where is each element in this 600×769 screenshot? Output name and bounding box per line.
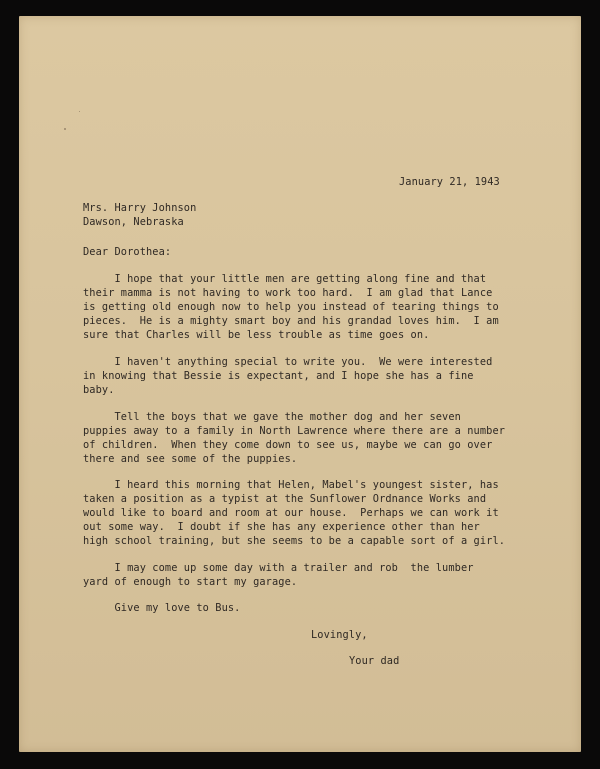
letter-date: January 21, 1943 — [399, 176, 500, 188]
paragraph-3-line: Tell the boys that we gave the mother dog and her seven — [83, 411, 461, 423]
paragraph-3-line: there and see some of the puppies. — [83, 453, 298, 465]
paragraph-4-line: high school training, but she seems to be a capable sort of a girl. — [83, 535, 506, 547]
paragraph-6-line: Give my love to Bus. — [83, 602, 241, 614]
signature: Your dad — [349, 655, 400, 667]
paragraph-1-line: I hope that your little men are getting along fine and that — [83, 273, 487, 285]
paragraph-5-line: yard of enough to start my garage. — [83, 576, 298, 588]
paragraph-3-line: puppies away to a family in North Lawrence where there are a number — [83, 425, 506, 437]
paragraph-4-line: taken a position as a typist at the Sunflower Ordnance Works and — [83, 493, 487, 505]
paragraph-1-line: sure that Charles will be less trouble as time goes on. — [83, 329, 430, 341]
paragraph-1-line: is getting old enough now to help you instead of tearing things to — [83, 301, 499, 313]
paragraph-3-line: of children. When they come down to see us, maybe we can go over — [83, 439, 493, 451]
closing: Lovingly, — [311, 629, 368, 641]
paragraph-4-line: out some way. I doubt if she has any experience other than her — [83, 521, 480, 533]
paragraph-2-line: baby. — [83, 384, 115, 396]
paragraph-4-line: I heard this morning that Helen, Mabel's youngest sister, has — [83, 479, 499, 491]
salutation: Dear Dorothea: — [83, 246, 172, 258]
paragraph-2-line: in knowing that Bessie is expectant, and I hope she has a fine — [83, 370, 474, 382]
paragraph-2-line: I haven't anything special to write you. We were interested — [83, 356, 493, 368]
paragraph-4-line: would like to board and room at our house. Perhaps we can work it — [83, 507, 499, 519]
letter-body — [19, 16, 581, 752]
recipient-name: Mrs. Harry Johnson — [83, 202, 197, 214]
paragraph-1-line: their mamma is not having to work too hard. I am glad that Lance — [83, 287, 493, 299]
paragraph-5-line: I may come up some day with a trailer and rob the lumber — [83, 562, 474, 574]
recipient-place: Dawson, Nebraska — [83, 216, 184, 228]
letter-paper — [19, 16, 581, 752]
paragraph-1-line: pieces. He is a mighty smart boy and his grandad loves him. I am — [83, 315, 499, 327]
